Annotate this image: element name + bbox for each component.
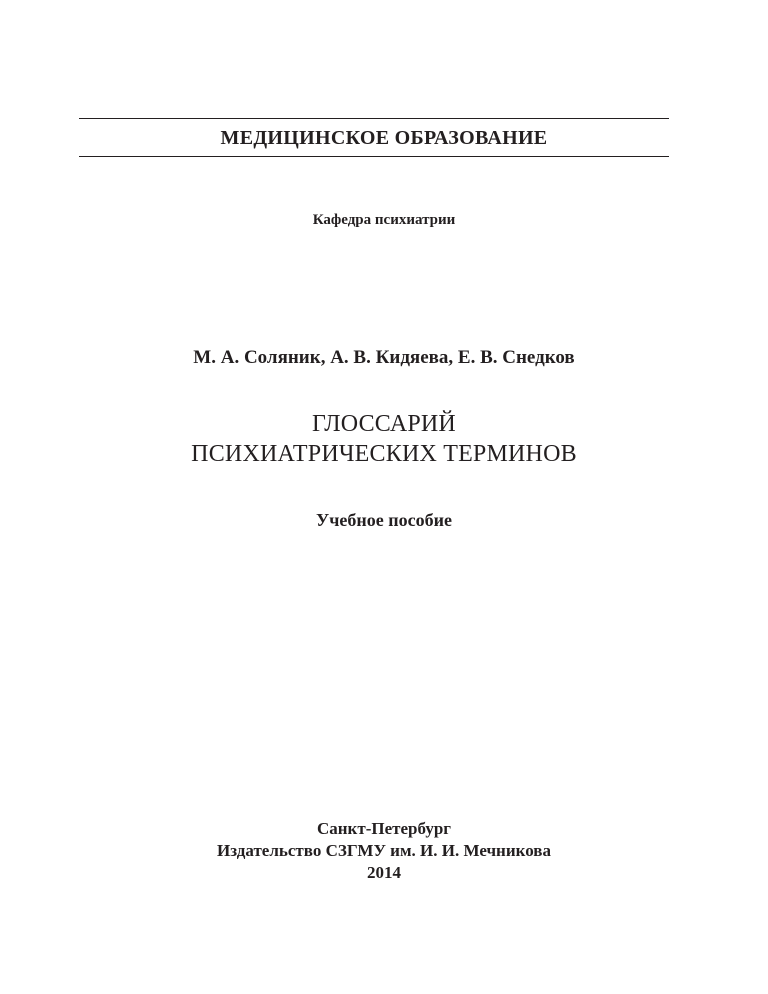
imprint-city: Санкт-Петербург bbox=[316, 819, 452, 838]
book-title-line-2: ПСИХИАТРИЧЕСКИХ ТЕРМИНОВ bbox=[191, 441, 577, 467]
series-title: МЕДИЦИНСКОЕ ОБРАЗОВАНИЕ bbox=[220, 127, 548, 149]
department-name: Кафедра психиатрии bbox=[312, 212, 456, 228]
series-rule-bottom bbox=[79, 156, 669, 157]
authors-line: М. А. Соляник, А. В. Кидяева, Е. В. Снедков bbox=[193, 347, 575, 368]
book-subtitle: Учебное пособие bbox=[316, 510, 452, 530]
series-rule-top bbox=[79, 118, 669, 119]
book-title-line-1: ГЛОССАРИЙ bbox=[312, 411, 456, 437]
imprint-year: 2014 bbox=[367, 863, 401, 882]
imprint-publisher: Издательство СЗГМУ им. И. И. Мечникова bbox=[217, 841, 551, 860]
